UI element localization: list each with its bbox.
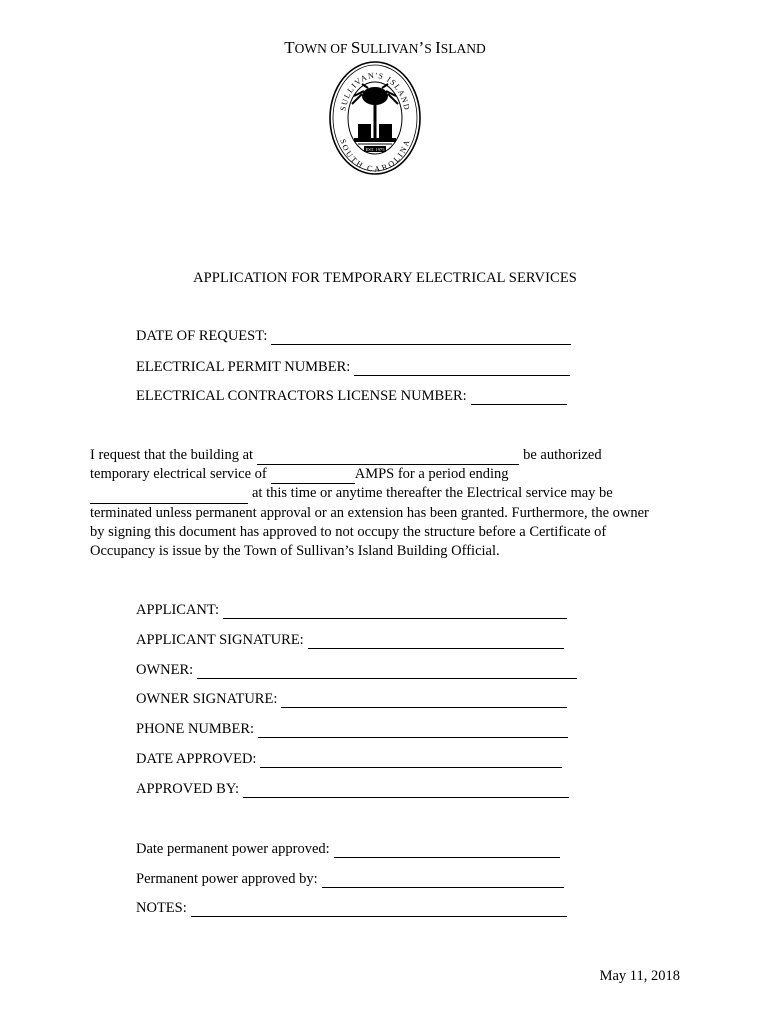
applicant-signature-input[interactable] (308, 635, 564, 649)
paragraph-text: be authorized (523, 447, 602, 463)
permanent-power-approved-by-input[interactable] (322, 874, 564, 888)
field-label: APPLICANT: (136, 602, 220, 618)
contractors-license-number-input[interactable] (471, 391, 567, 405)
date-approved-input[interactable] (260, 754, 562, 768)
contractors-license-number-field (136, 388, 567, 405)
period-ending-input[interactable] (90, 490, 248, 504)
date-of-request-field (136, 328, 571, 345)
title-part: ’ (418, 38, 425, 57)
field-label: Date permanent power approved: (136, 841, 330, 857)
field-label: DATE OF REQUEST: (136, 328, 268, 344)
field-label: OWNER SIGNATURE: (136, 691, 278, 707)
paragraph-text: at this time or anytime thereafter the Electrical service may be (252, 485, 613, 502)
field-label: APPLICANT SIGNATURE: (136, 632, 304, 648)
owner-signature-field (136, 691, 567, 708)
field-label: OWNER: (136, 662, 194, 678)
seal-ring-top: SULLIVAN'S ISLAND (338, 70, 412, 112)
notes-input[interactable] (191, 903, 567, 917)
permanent-power-approved-by-field (136, 871, 564, 888)
title-part: T (284, 38, 295, 57)
owner-field (136, 662, 577, 679)
paragraph-text: I request that the building at (90, 447, 254, 463)
applicant-signature-field (136, 632, 564, 649)
field-label: APPROVED BY: (136, 781, 240, 797)
field-label: DATE APPROVED: (136, 751, 257, 767)
owner-signature-input[interactable] (281, 694, 567, 708)
phone-number-field (136, 721, 568, 738)
approved-by-input[interactable] (243, 784, 569, 798)
paragraph-text: by signing this document has approved to not occupy the structure before a Certificate of (90, 523, 607, 540)
date-of-request-input[interactable] (271, 331, 571, 345)
title-part: S (424, 41, 436, 56)
date-permanent-power-input[interactable] (334, 844, 560, 858)
seal-est-text: EST. 1975 (365, 147, 385, 152)
field-label: PHONE NUMBER: (136, 721, 255, 737)
title-part: SLAND (440, 41, 486, 56)
amps-input[interactable] (271, 470, 355, 484)
approved-by-field (136, 781, 569, 798)
paragraph-text: AMPS for a period ending (354, 466, 509, 483)
title-part: OWN OF (294, 41, 351, 56)
field-label: ELECTRICAL PERMIT NUMBER: (136, 359, 351, 375)
paragraph-text: terminated unless permanent approval or an extension has been granted. Furthermore, the owner (90, 504, 649, 521)
page-title (0, 38, 770, 58)
form-title: APPLICATION FOR TEMPORARY ELECTRICAL SERVICES (193, 270, 577, 286)
applicant-input[interactable] (223, 605, 567, 619)
title-part: I (435, 38, 441, 57)
title-part: S (350, 38, 361, 57)
owner-input[interactable] (197, 665, 577, 679)
paragraph-text: temporary electrical service of (90, 466, 267, 483)
paragraph-text: Occupancy is issue by the Town of Sullivan’s Island Building Official. (90, 543, 500, 560)
footer-date: May 11, 2018 (599, 968, 680, 984)
electrical-permit-number-field (136, 359, 570, 376)
town-seal (328, 60, 422, 176)
date-approved-field (136, 751, 562, 768)
notes-field (136, 900, 567, 917)
field-label: NOTES: (136, 900, 187, 916)
field-label: ELECTRICAL CONTRACTORS LICENSE NUMBER: (136, 388, 467, 404)
building-address-input[interactable] (257, 451, 519, 465)
date-permanent-power-field (136, 841, 560, 858)
applicant-field (136, 602, 567, 619)
seal-ring-bottom: SOUTH CAROLINA (338, 137, 412, 174)
electrical-permit-number-input[interactable] (354, 362, 570, 376)
phone-number-input[interactable] (258, 724, 568, 738)
field-label: Permanent power approved by: (136, 871, 318, 887)
request-paragraph (90, 446, 690, 561)
title-part: ULLIVAN (360, 41, 419, 56)
